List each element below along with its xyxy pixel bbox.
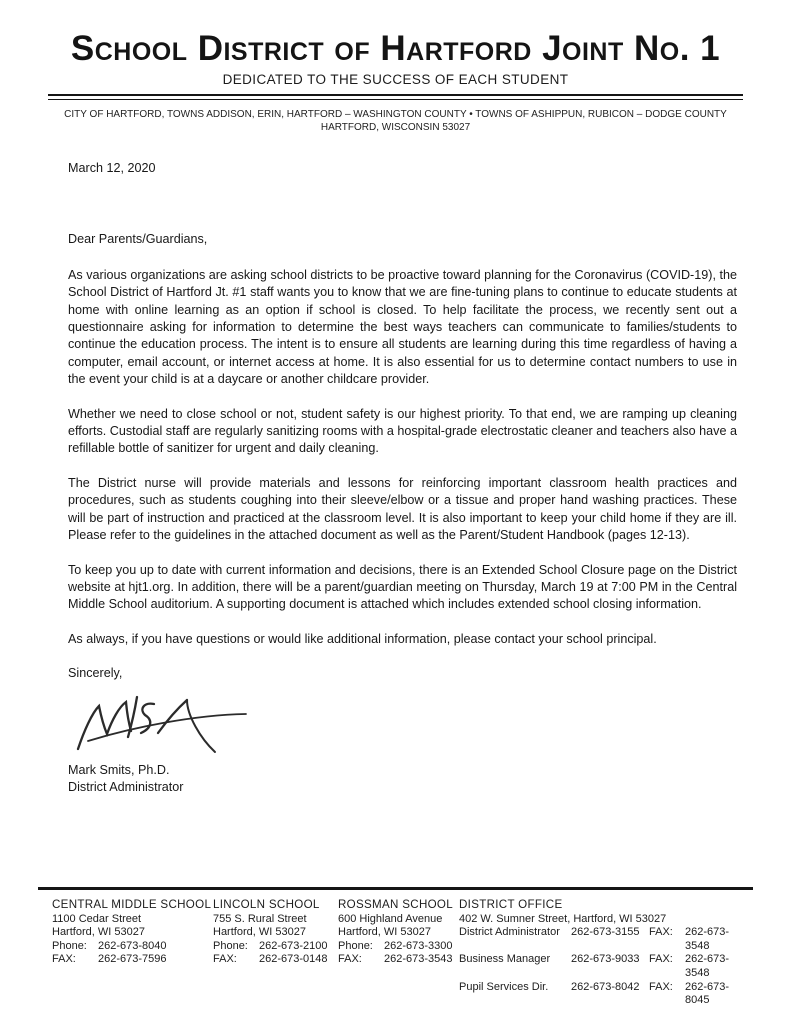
service-area: [0, 108, 791, 134]
contact-role: District Administrator: [459, 926, 560, 939]
phone-number: 262-673-8040: [98, 939, 167, 952]
fax-label: FAX:: [649, 953, 673, 966]
letter-date: March 12, 2020: [68, 161, 156, 175]
phone-number: 262-673-3300: [384, 939, 453, 952]
service-area-line2: HARTFORD, WISCONSIN 53027: [320, 122, 471, 133]
school-name: LINCOLN SCHOOL: [213, 898, 320, 911]
school-fax-row: [338, 953, 459, 967]
signer-name: Mark Smits, Ph.D.: [68, 762, 170, 777]
signature-scribble: [74, 689, 737, 760]
school-address2: Hartford, WI 53027: [213, 926, 306, 939]
fax-number: 262-673-0148: [259, 953, 328, 966]
footer-school-central: [52, 898, 213, 1008]
school-address1: 755 S. Rural Street: [213, 912, 307, 925]
contact-fax: 262-673-8045: [685, 980, 730, 1007]
paragraph-1: As various organizations are asking school districts to be proactive toward planning for the Coronavirus (COVID-19), the School District of Hartford Jt. #1 staff wants you to know that we are fine-tuning plans to continue to educate students at home with online learning as an option if school is closed. To help facilitate the process, we recently sent out a questionnaire asking for information to determine the best ways teachers can communicate to families/students to continue the education process. The intent is to ensure all students are learning during this time regardless of having a computer, email account, or internet access at home. It is also essential for us to determine contact numbers to use in the event your child is at a daycare or another childcare provider.: [68, 267, 737, 387]
paragraph-4: To keep you up to date with current information and decisions, there is an Extended School Closure page on the District website at hjt1.org. In addition, there will be a parent/guardian meeting on Thursday, March 19 at 7:00 PM in the Central Middle School auditorium. A supporting document is attached which includes extended school closing information.: [68, 562, 737, 612]
contact-phone: 262-673-3155: [571, 926, 640, 939]
header-double-rule: [48, 94, 743, 100]
district-contact-row: [459, 981, 753, 1008]
phone-label: Phone:: [213, 939, 248, 952]
phone-number: 262-673-2100: [259, 939, 328, 952]
school-phone-row: [213, 940, 338, 954]
letter-body: [68, 160, 737, 797]
district-title: School District of Hartford Joint No. 1: [70, 29, 721, 68]
signer-title: District Administrator: [68, 780, 184, 795]
contact-fax: 262-673-3548: [685, 953, 730, 979]
school-phone-row: [52, 940, 213, 954]
school-address2: Hartford, WI 53027: [338, 926, 431, 939]
fax-number: 262-673-7596: [98, 953, 167, 966]
paragraph-3: The District nurse will provide materials and lessons for reinforcing important classroom health practices and procedures, such as students coughing into their sleeve/elbow or a tissue and proper hand washing practices. These will be part of instruction and practiced at the classroom level. It is also important to keep your child home if they are ill. Please refer to the guidelines in the attached document as well as the Parent/Student Handbook (pages 12-13).: [68, 475, 737, 543]
contact-role: Pupil Services Dir.: [459, 980, 549, 993]
school-phone-row: [338, 940, 459, 954]
fax-label: FAX:: [649, 980, 673, 993]
paragraph-2: Whether we need to close school or not, student safety is our highest priority. To that end, we are ramping up cleaning efforts. Custodial staff are regularly sanitizing rooms with a hospital-grade electrostatic cleaner and teachers also have a refillable bottle of sanitizer for urgent and daily cleaning.: [68, 406, 737, 456]
salutation: Dear Parents/Guardians,: [68, 232, 208, 247]
fax-label: FAX:: [338, 953, 362, 966]
contact-phone: 262-673-9033: [571, 953, 640, 966]
school-address1: 1100 Cedar Street: [52, 912, 142, 925]
closing: Sincerely,: [68, 666, 123, 681]
school-fax-row: [213, 953, 338, 967]
school-name: CENTRAL MIDDLE SCHOOL: [52, 898, 212, 911]
footer-district-office: [459, 898, 753, 1008]
district-office-name: DISTRICT OFFICE: [459, 898, 563, 911]
school-name: ROSSMAN SCHOOL: [338, 898, 454, 911]
fax-label: FAX:: [52, 953, 76, 966]
fax-label: FAX:: [213, 953, 237, 966]
contact-phone: 262-673-8042: [571, 980, 640, 993]
school-fax-row: [52, 953, 213, 967]
phone-label: Phone:: [52, 939, 87, 952]
district-contact-row: [459, 953, 753, 980]
contact-role: Business Manager: [459, 953, 551, 966]
district-contact-row: [459, 926, 753, 953]
letterhead: [0, 0, 791, 134]
fax-number: 262-673-3543: [384, 953, 453, 966]
fax-label: FAX:: [649, 926, 673, 939]
district-motto: DEDICATED TO THE SUCCESS OF EACH STUDENT: [222, 72, 569, 87]
district-office-address: 402 W. Sumner Street, Hartford, WI 53027: [459, 912, 667, 925]
footer: [38, 887, 753, 1008]
school-address2: Hartford, WI 53027: [52, 926, 145, 939]
contact-fax: 262-673-3548: [685, 926, 730, 952]
footer-school-rossman: [338, 898, 459, 1008]
school-address1: 600 Highland Avenue: [338, 912, 443, 925]
paragraph-5: As always, if you have questions or would like additional information, please contact your school principal.: [68, 631, 657, 646]
service-area-line1: CITY OF HARTFORD, TOWNS ADDISON, ERIN, HARTFORD – WASHINGTON COUNTY • TOWNS OF ASHIPPUN, RUBICON – DODGE COUNTY: [64, 109, 727, 120]
footer-school-lincoln: [213, 898, 338, 1008]
phone-label: Phone:: [338, 939, 373, 952]
